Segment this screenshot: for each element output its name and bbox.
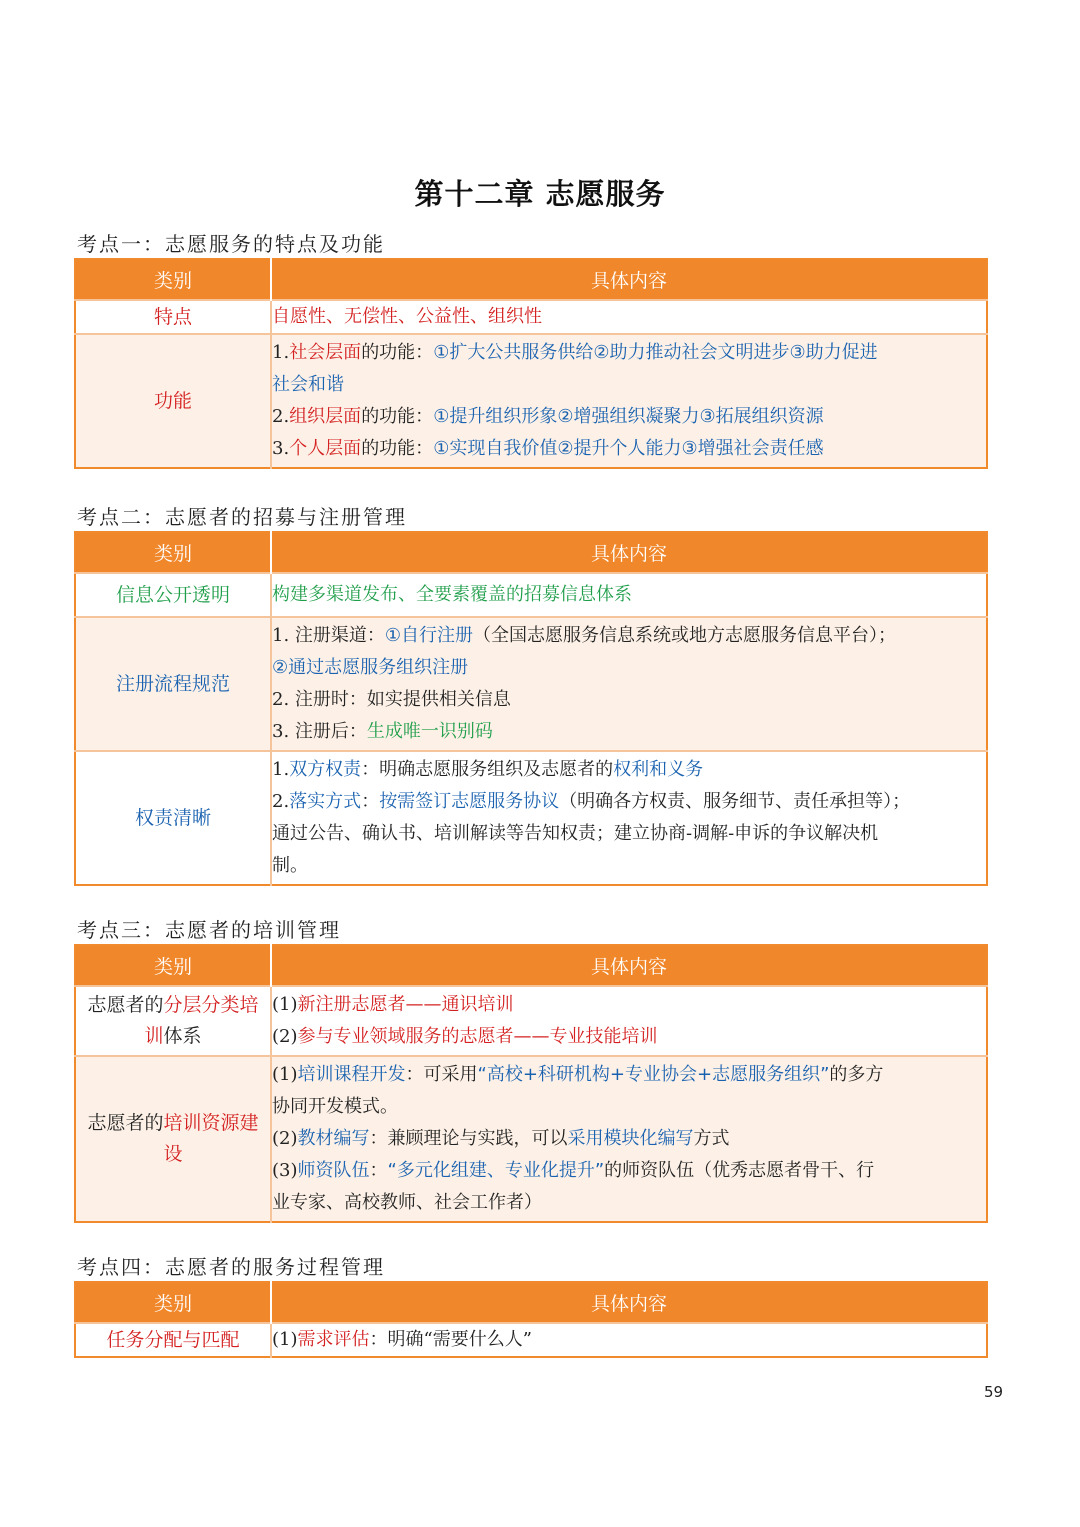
content-line: (1)培训课程开发：可采用“高校+科研机构+专业协会+志愿服务组织”的多方 — [272, 1064, 884, 1085]
content-line: 3. 注册后：生成唯一识别码 — [272, 721, 493, 742]
section-1-heading: 考点一：志愿服务的特点及功能 — [77, 232, 385, 256]
content-line: 1.社会层面的功能：①扩大公共服务供给②助力推动社会文明进步③助力促进 — [272, 342, 878, 363]
header-content: 具体内容 — [271, 532, 987, 573]
row-category: 志愿者的培训资源建 设 — [75, 1056, 271, 1222]
content-line: 制。 — [272, 855, 308, 876]
table-row — [75, 300, 987, 334]
content-line: 2.组织层面的功能：①提升组织形象②增强组织凝聚力③拓展组织资源 — [272, 406, 824, 427]
table-row — [75, 986, 987, 1056]
header-content: 具体内容 — [271, 1282, 987, 1323]
content-line: 1.双方权责：明确志愿服务组织及志愿者的权利和义务 — [272, 759, 704, 780]
row-content: (1)需求评估：明确“需要什么人” — [272, 1329, 532, 1350]
row-category: 权责清晰 — [75, 751, 271, 885]
content-line: (3)师资队伍：“多元化组建、专业化提升”的师资队伍（优秀志愿者骨干、行 — [272, 1160, 875, 1181]
row-category: 特点 — [75, 300, 271, 334]
section-3-table — [74, 944, 988, 1223]
page-number: 59 — [984, 1383, 1004, 1401]
content-line: (2)教材编写：兼顾理论与实践，可以采用模块化编写方式 — [272, 1128, 730, 1149]
content-line: 协同开发模式。 — [272, 1096, 398, 1117]
row-category: 志愿者的分层分类培 训体系 — [75, 986, 271, 1056]
section-3-heading: 考点三：志愿者的培训管理 — [77, 918, 341, 942]
header-content: 具体内容 — [271, 259, 987, 300]
content-line: 2.落实方式：按需签订志愿服务协议（明确各方权责、服务细节、责任承担等）； — [272, 791, 911, 812]
table-row — [75, 751, 987, 885]
table-row — [75, 573, 987, 617]
header-category: 类别 — [75, 259, 271, 300]
content-line: (1)新注册志愿者——通识培训 — [272, 994, 514, 1015]
table-row — [75, 617, 987, 751]
section-1-table — [74, 258, 988, 469]
row-category: 功能 — [75, 334, 271, 468]
header-category: 类别 — [75, 532, 271, 573]
content-line: 业专家、高校教师、社会工作者） — [272, 1192, 542, 1213]
table-header-row — [75, 945, 987, 986]
table-header-row — [75, 1282, 987, 1323]
row-category: 注册流程规范 — [75, 617, 271, 751]
header-category: 类别 — [75, 945, 271, 986]
row-content: 构建多渠道发布、全要素覆盖的招募信息体系 — [272, 584, 632, 605]
row-category: 信息公开透明 — [75, 573, 271, 617]
table-header-row — [75, 259, 987, 300]
table-header-row — [75, 532, 987, 573]
table-row — [75, 334, 987, 468]
content-line: ②通过志愿服务组织注册 — [272, 657, 469, 678]
content-line: 2. 注册时：如实提供相关信息 — [272, 689, 511, 710]
header-content: 具体内容 — [271, 945, 987, 986]
section-4-table — [74, 1281, 988, 1358]
content-line: 1. 注册渠道：①自行注册（全国志愿服务信息系统或地方志愿服务信息平台）； — [272, 625, 897, 646]
section-2-heading: 考点二：志愿者的招募与注册管理 — [77, 505, 407, 529]
header-category: 类别 — [75, 1282, 271, 1323]
section-4-heading: 考点四：志愿者的服务过程管理 — [77, 1255, 385, 1279]
row-category: 任务分配与匹配 — [75, 1323, 271, 1357]
content-line: 通过公告、确认书、培训解读等告知权责；建立协商-调解-申诉的争议解决机 — [272, 823, 879, 844]
page-title: 第十二章 志愿服务 — [414, 177, 666, 211]
table-row — [75, 1056, 987, 1222]
row-content: 自愿性、无偿性、公益性、组织性 — [272, 306, 542, 327]
section-2-table — [74, 531, 988, 886]
content-line: 3.个人层面的功能：①实现自我价值②提升个人能力③增强社会责任感 — [272, 438, 824, 459]
table-row — [75, 1323, 987, 1357]
content-line: (2)参与专业领域服务的志愿者——专业技能培训 — [272, 1026, 658, 1047]
content-line: 社会和谐 — [272, 374, 344, 395]
